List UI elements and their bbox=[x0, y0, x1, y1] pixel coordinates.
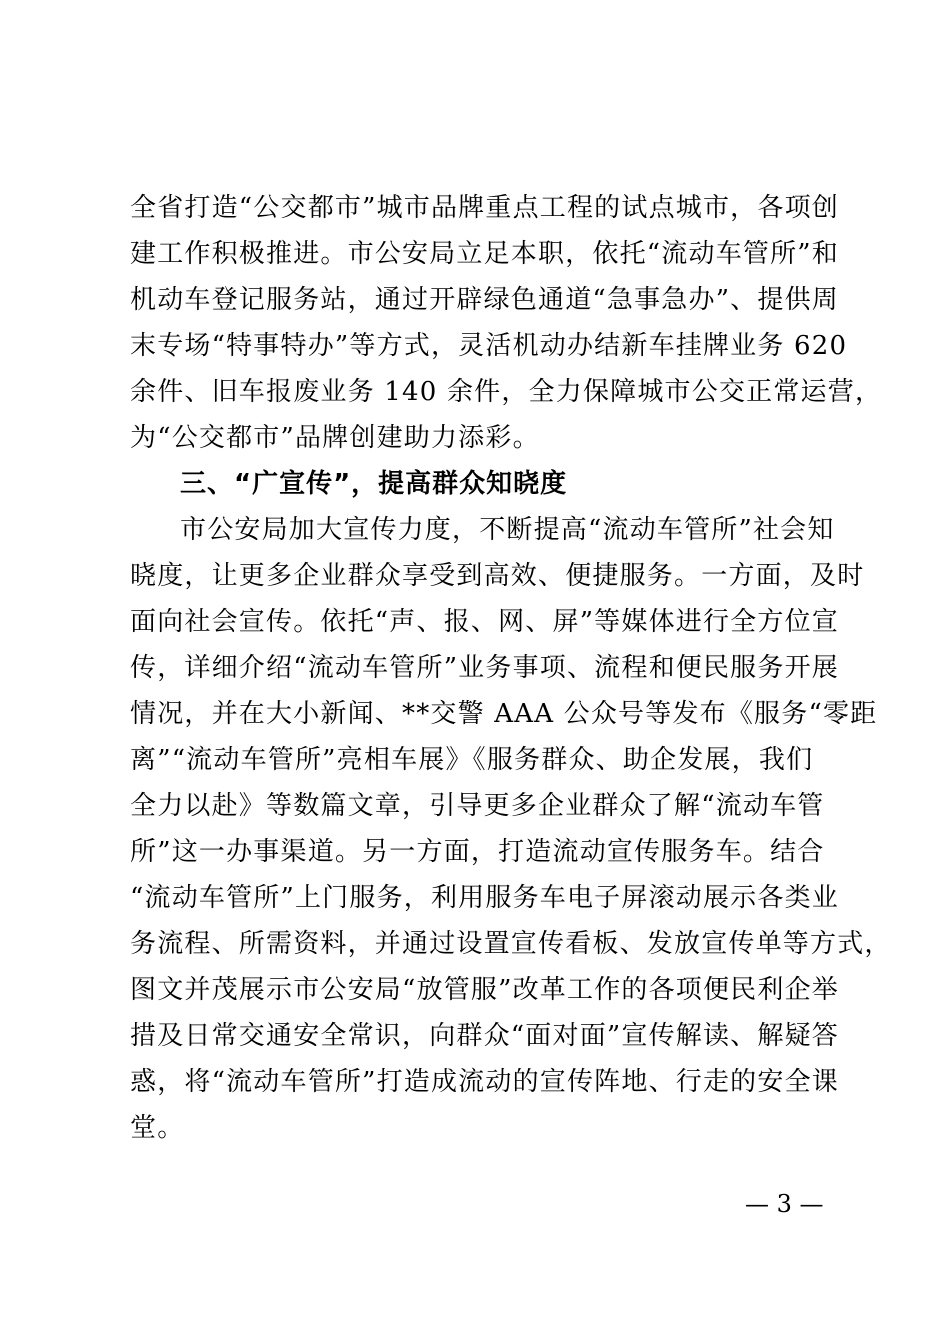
paragraph-line: 惑，将“流动车管所”打造成流动的宣传阵地、行走的安全课 bbox=[130, 1067, 839, 1097]
paragraph-line: 图文并茂展示市公安局“放管服”改革工作的各项便民利企举 bbox=[130, 975, 839, 1005]
paragraph-line: 建工作积极推进。市公安局立足本职，依托“流动车管所”和 bbox=[130, 239, 839, 269]
paragraph-line: 务流程、所需资料，并通过设置宣传看板、发放宣传单等方式， bbox=[130, 929, 892, 959]
paragraph-line: 离”“流动车管所”亮相车展》《服务群众、助企发展，我们 bbox=[130, 745, 814, 775]
paragraph-line: 全省打造“公交都市”城市品牌重点工程的试点城市，各项创 bbox=[130, 193, 839, 223]
paragraph-line: 情况，并在大小新闻、**交警 AAA 公众号等发布《服务“零距 bbox=[130, 699, 878, 729]
paragraph-line: 传，详细介绍“流动车管所”业务事项、流程和便民服务开展 bbox=[130, 653, 839, 683]
paragraph-line: 余件、旧车报废业务 140 余件，全力保障城市公交正常运营， bbox=[130, 377, 883, 407]
paragraph-line: 末专场“特事特办”等方式，灵活机动办结新车挂牌业务 620 bbox=[130, 331, 848, 361]
paragraph-line: 为“公交都市”品牌创建助力添彩。 bbox=[130, 423, 540, 453]
page-number: — 3 — bbox=[745, 1190, 824, 1218]
paragraph-line: 机动车登记服务站，通过开辟绿色通道“急事急办”、提供周 bbox=[130, 285, 839, 315]
paragraph-line: 全力以赴》等数篇文章，引导更多企业群众了解“流动车管 bbox=[130, 791, 825, 821]
paragraph-line: 面向社会宣传。依托“声、报、网、屏”等媒体进行全方位宣 bbox=[130, 607, 839, 637]
paragraph-line: 晓度，让更多企业群众享受到高效、便捷服务。一方面，及时 bbox=[130, 561, 865, 591]
paragraph-line: 堂。 bbox=[130, 1113, 185, 1143]
paragraph-line: “流动车管所”上门服务，利用服务车电子屏滚动展示各类业 bbox=[130, 883, 839, 913]
section-heading: 三、“广宣传”，提高群众知晓度 bbox=[180, 469, 568, 499]
paragraph-line: 措及日常交通安全常识，向群众“面对面”宣传解读、解疑答 bbox=[130, 1021, 839, 1051]
paragraph-line: 所”这一办事渠道。另一方面，打造流动宣传服务车。结合 bbox=[130, 837, 825, 867]
paragraph-line: 市公安局加大宣传力度，不断提高“流动车管所”社会知 bbox=[180, 515, 835, 545]
